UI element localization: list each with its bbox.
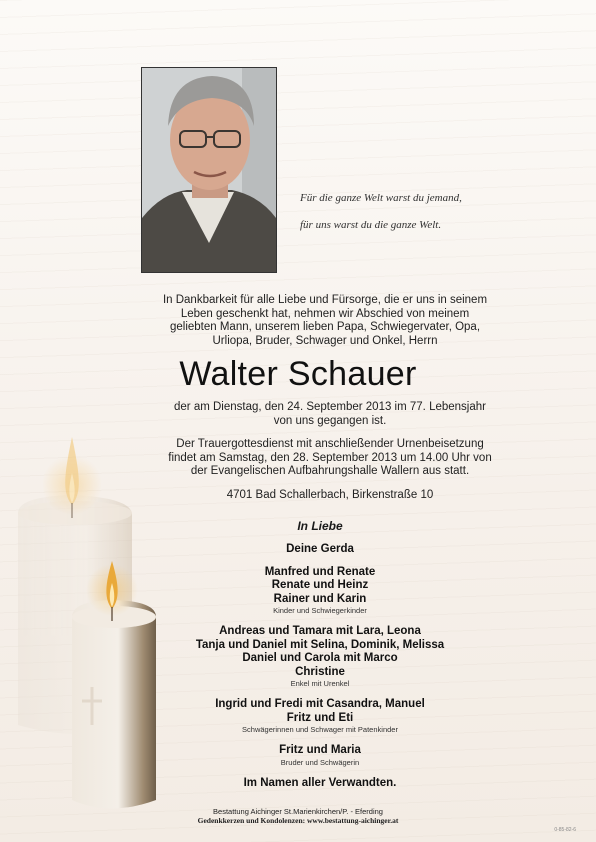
document-code: 0-85-82-6 [554,827,576,833]
mourner-line: Tanja und Daniel mit Selina, Dominik, Melissa [195,638,445,651]
service-line: findet am Samstag, den 28. September 2013 um 14.00 Uhr von [168,451,492,464]
relation-note: Schwägerinnen und Schwager mit Patenkinder [242,725,398,734]
service-line: Der Trauergottesdienst mit anschließender Urnenbeisetzung [176,438,484,450]
footer [0,807,596,825]
mourner-group [160,698,480,735]
footer-funeral-home: Bestattung Aichinger St.Marienkirchen/P. - Eferding [213,807,383,816]
deceased-name: Walter Schauer [179,355,417,393]
mourner-line: Christine [295,665,345,678]
death-line: von uns gegangen ist. [273,414,387,427]
mourner-line: Daniel und Carola mit Marco [242,652,398,664]
mourner-line: Fritz und Maria [279,744,361,756]
death-line: der am Dienstag, den 24. September 2013 im 77. Lebensjahr [174,401,486,413]
quote-line-1: Für die ganze Welt warst du jemand, [300,192,462,204]
mourner-line: Deine Gerda [286,543,354,555]
mourner-line: Rainer und Karin [273,592,367,605]
intro-line: In Dankbarkeit für alle Liebe und Fürsorge, die er uns in seinem [162,294,488,306]
intro-line: geliebten Mann, unserem lieben Papa, Schwiegervater, Opa, [169,321,481,333]
relation-note: Kinder und Schwiegerkinder [273,606,367,615]
mourner-group [160,744,480,768]
mourner-group [160,625,480,689]
address: 4701 Bad Schallerbach, Birkenstraße 10 [226,489,434,501]
intro-line: Leben geschenkt hat, nehmen wir Abschied von meinem [180,307,470,320]
portrait-image [142,68,276,272]
intro-text [140,294,510,348]
mourner-line: Ingrid und Fredi mit Casandra, Manuel [215,698,425,710]
mourner-line: Manfred und Renate [264,565,376,578]
mourner-group [160,566,480,617]
relation-note: Bruder und Schwägerin [280,757,360,767]
mourner-group [160,777,480,791]
portrait-photo [141,67,277,273]
mourner-group [160,543,480,557]
quote-line-2: für uns warst du die ganze Welt. [300,219,442,231]
intro-line: Urliopa, Bruder, Schwager und Onkel, Herrn [212,334,438,347]
in-love-heading: In Liebe [297,519,343,533]
mourners-list [160,519,480,799]
mourner-line: Fritz und Eti [286,711,354,724]
mourner-line: Im Namen aller Verwandten. [243,776,397,789]
relation-note: Enkel mit Urenkel [290,679,350,688]
mourner-line: Renate und Heinz [271,579,369,591]
candles-illustration [10,425,170,810]
mourner-line: Andreas und Tamara mit Lara, Leona [219,625,421,637]
service-line: der Evangelischen Aufbahrungshalle Wallern aus statt. [190,465,470,477]
service-notice [140,438,520,479]
death-notice [140,401,520,428]
footer-website: Gedenkkerzen und Kondolenzen: www.bestattung-aichinger.at [197,816,399,825]
